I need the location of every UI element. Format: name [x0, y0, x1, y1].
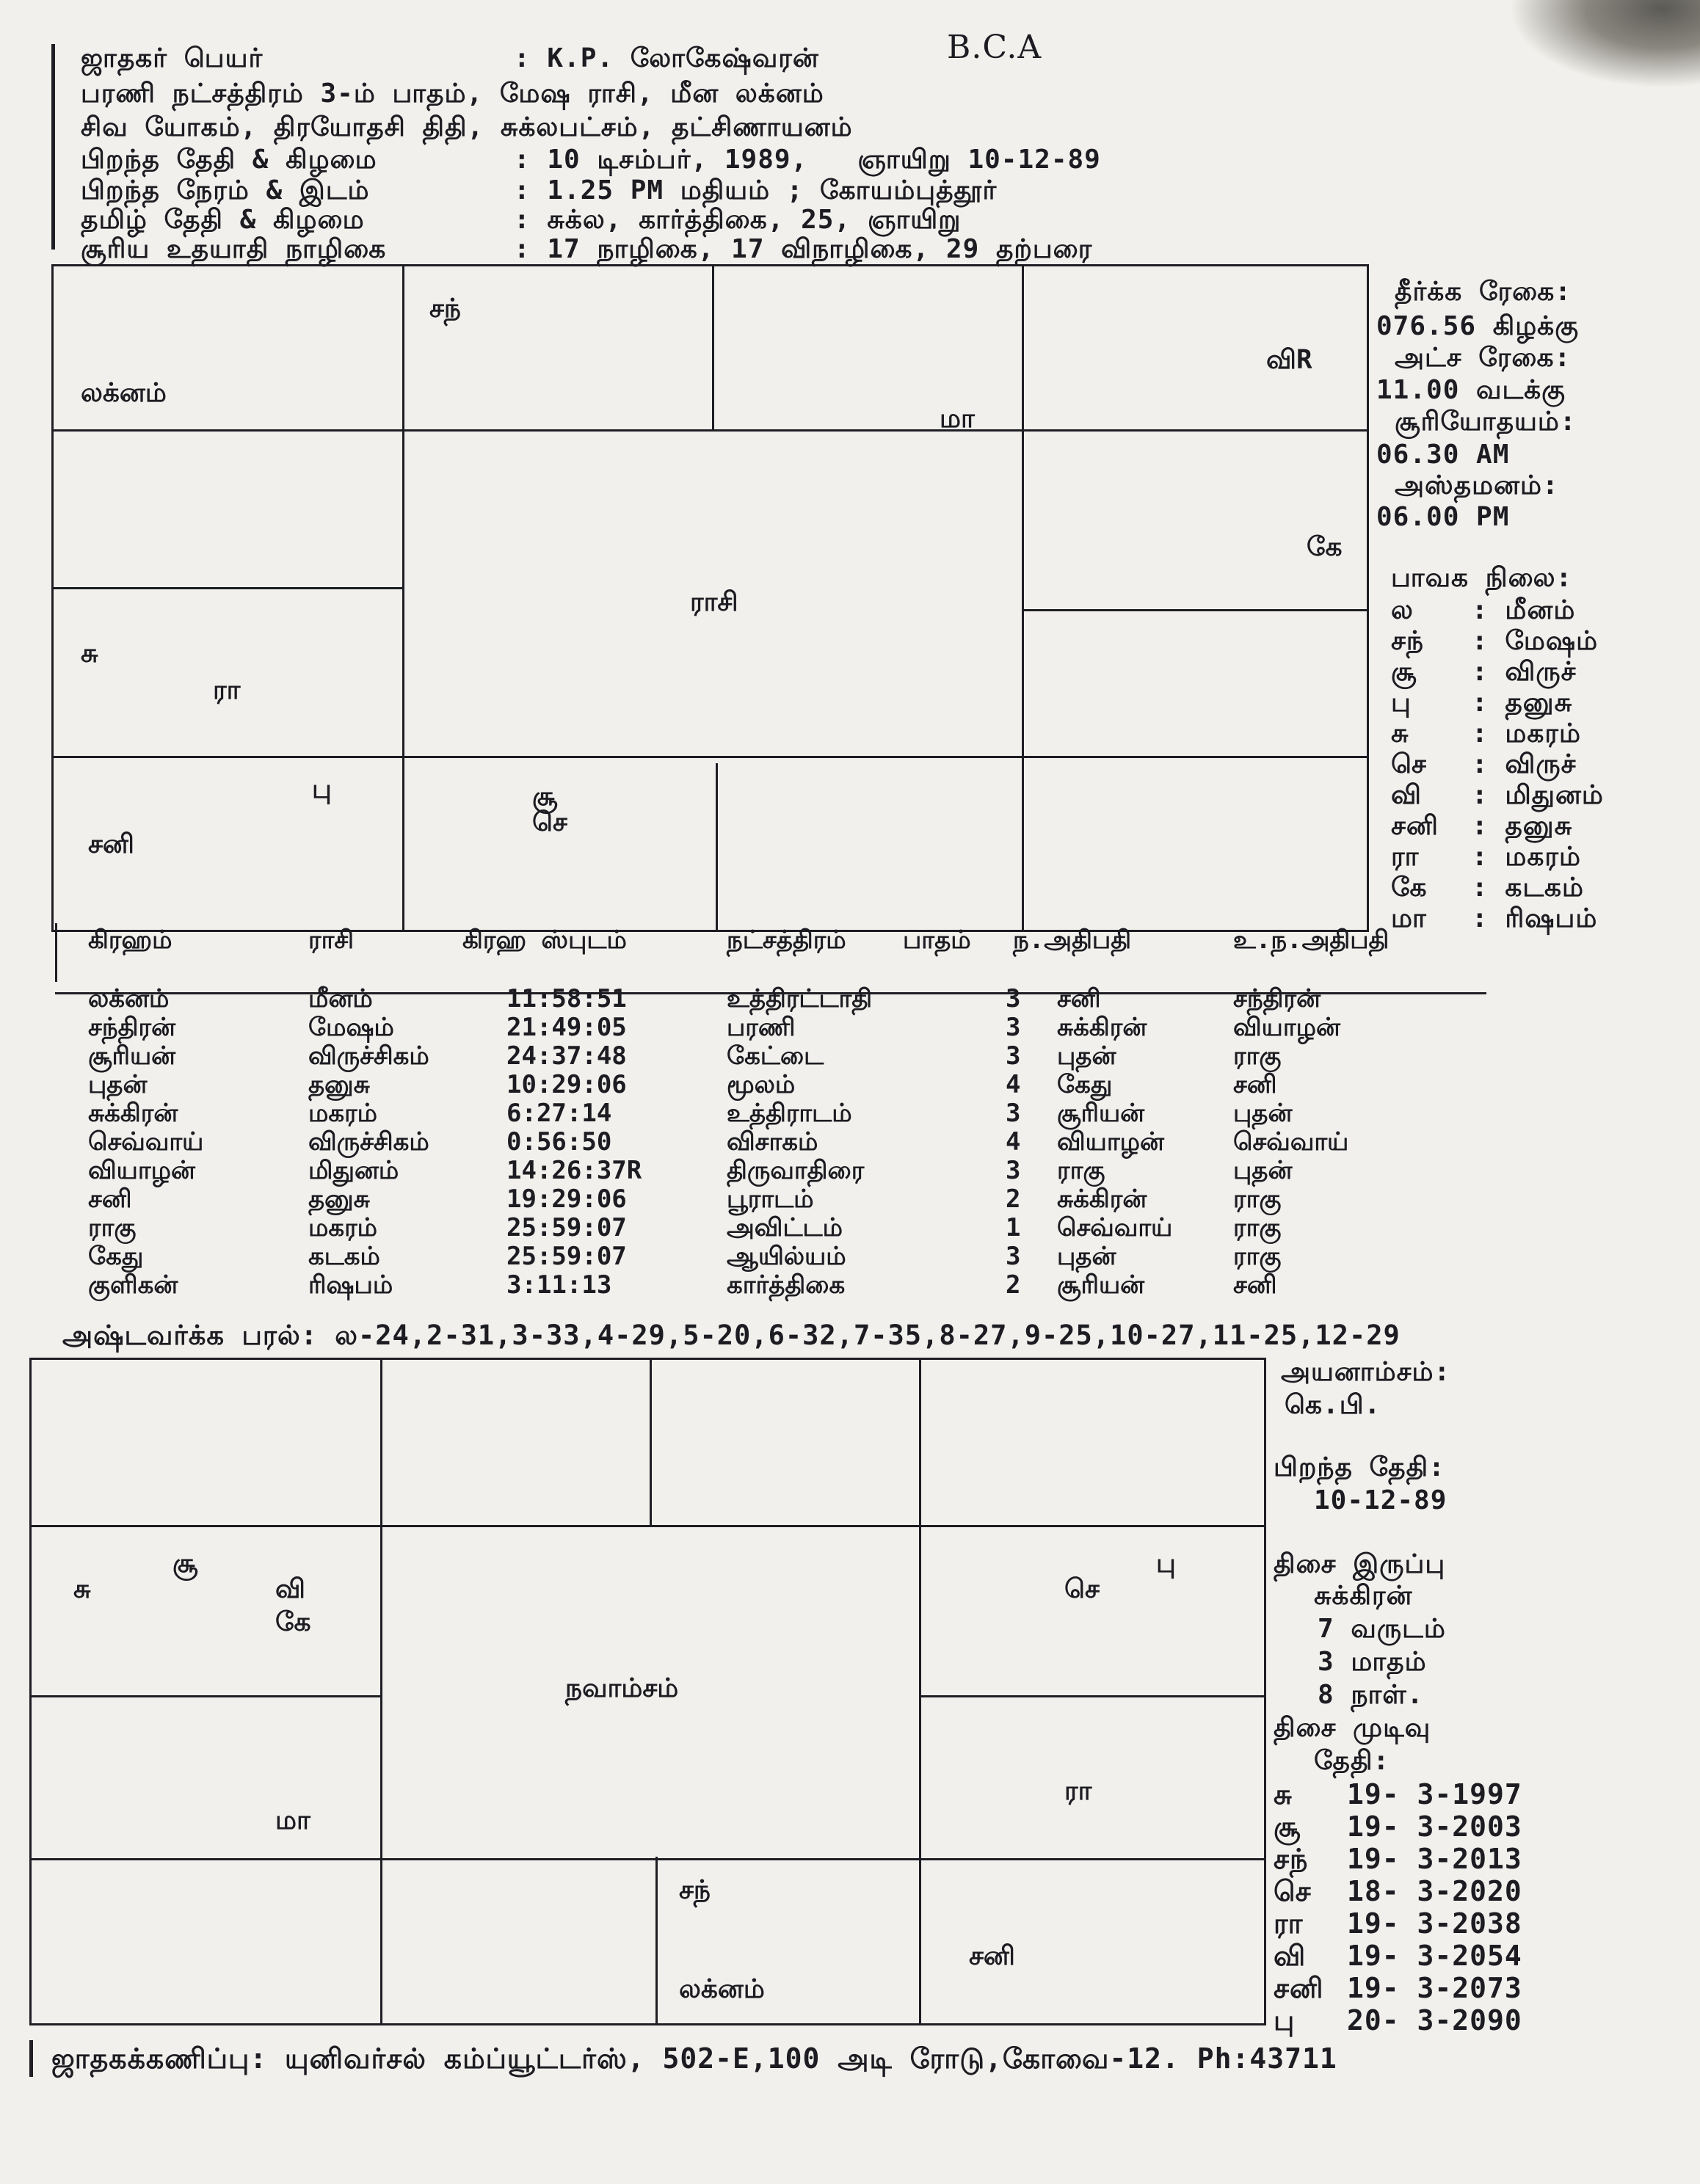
table-row: [88, 1099, 1483, 1128]
dasa-end-row: [1274, 1973, 1522, 2003]
bhava-planet: செ: [1391, 749, 1427, 779]
latitude-value: 11.00 வடக்கு: [1376, 375, 1566, 405]
sunrise-value: 06.30 AM: [1376, 440, 1510, 470]
table-cell: ரிஷபம்: [308, 1270, 393, 1300]
table-row: [88, 1242, 1483, 1271]
grid-line: [650, 1358, 652, 1526]
background-shadow: [1509, 0, 1700, 88]
yoga-line: சிவ யோகம், திரயோதசி திதி, சுக்லபட்சம், தட்சிணாயனம்: [81, 112, 853, 142]
table-cell: 3: [1006, 1242, 1021, 1271]
bhava-planet: சந்: [1391, 626, 1425, 656]
rasi-planet-label: சந்: [429, 294, 462, 324]
table-cell: வியாழன்: [1057, 1127, 1164, 1157]
grid-line: [919, 1358, 921, 2025]
dasa-balance-days: 8 நாள்.: [1318, 1680, 1424, 1710]
navamsa-planet-label: கே: [275, 1607, 311, 1637]
birth-date-label: பிறந்த தேதி & கிழமை: [81, 145, 377, 175]
birth-time-value: : 1.25 PM மதியம் ; கோயம்புத்தூர்: [514, 175, 998, 205]
rasi-center-label: ராசி: [690, 587, 738, 617]
table-row: [88, 1128, 1483, 1157]
table-cell: செவ்வாய்: [88, 1127, 204, 1157]
navamsa-planet-label: மா: [275, 1805, 310, 1835]
rasi-planet-label: சு: [81, 638, 98, 669]
table-cell: 0:56:50: [506, 1127, 612, 1157]
table-cell: 3:11:13: [506, 1270, 612, 1300]
margin-bar: [51, 44, 55, 250]
table-cell: 14:26:37R: [506, 1156, 642, 1185]
table-cell: மகரம்: [308, 1213, 378, 1242]
bhava-row: [1391, 627, 1598, 656]
bhava-planet: பு: [1391, 688, 1412, 718]
table-cell: கேது: [88, 1242, 144, 1271]
table-cell: சுக்கிரன்: [1057, 1184, 1147, 1214]
grid-line: [919, 1695, 1266, 1697]
grid-line: [655, 1857, 658, 2025]
table-cell: 3: [1006, 1013, 1021, 1042]
table-cell: 3: [1006, 1099, 1021, 1128]
table-cell: ராகு: [1233, 1041, 1282, 1071]
table-cell: கடகம்: [308, 1242, 380, 1271]
table-cell: சனி: [88, 1184, 132, 1214]
table-cell: பரணி: [727, 1013, 796, 1042]
table-cell: வியாழன்: [1233, 1013, 1340, 1042]
bhava-planet: சு: [1391, 718, 1409, 749]
table-cell: 1: [1006, 1213, 1021, 1242]
table-cell: லக்னம்: [88, 984, 170, 1013]
table-cell: சுக்கிரன்: [88, 1099, 178, 1128]
table-cell: ராகு: [1233, 1213, 1282, 1242]
table-cell: சூரியன்: [88, 1041, 176, 1071]
table-cell: செவ்வாய்: [1233, 1127, 1349, 1157]
dasa-balance-label: திசை இருப்பு: [1274, 1549, 1446, 1579]
grid-line: [1022, 264, 1024, 932]
rasi-planet-label: லக்னம்: [81, 378, 167, 408]
rasi-planet-label: பு: [312, 774, 332, 804]
table-cell: குளிகன்: [88, 1270, 178, 1300]
dasa-end-row: [1274, 1909, 1522, 1938]
sunset-label: அஸ்தமனம்:: [1395, 470, 1559, 500]
dasa-end-date: 19- 3-2013: [1347, 1843, 1522, 1875]
grid-line: [1022, 609, 1369, 611]
dasa-planet: சனி: [1274, 1972, 1324, 2004]
bhava-sign: : விருச்: [1472, 657, 1577, 687]
table-cell: புதன்: [1233, 1099, 1293, 1128]
table-cell: மிதுனம்: [308, 1156, 399, 1185]
table-cell: புதன்: [1057, 1041, 1116, 1071]
table-cell: சூரியன்: [1057, 1099, 1145, 1128]
col-header-star-lord: ந.அதிபதி: [1013, 925, 1132, 955]
handwritten-note: B.C.A: [947, 29, 1042, 66]
dasa-end-label: திசை முடிவு: [1274, 1713, 1431, 1743]
longitude-label: தீர்க்க ரேகை:: [1395, 277, 1572, 307]
ashtakavarga-line: அஷ்டவர்க்க பரல்: ல-24,2-31,3-33,4-29,5-20,6-32,7-35,8-27,9-25,10-27,11-25,12-29: [62, 1320, 1401, 1351]
bhava-row: [1391, 781, 1604, 810]
dasa-planet: செ: [1274, 1875, 1312, 1907]
col-header-graha: கிரஹம்: [88, 925, 172, 955]
bhava-planet: சூ: [1391, 657, 1417, 687]
navamsa-planet-label: லக்னம்: [679, 1974, 765, 2004]
navamsa-planet-label: செ: [1064, 1574, 1100, 1604]
bhava-sign: : தனுசு: [1472, 811, 1573, 841]
sunrise-label: சூரியோதயம்:: [1395, 407, 1577, 437]
col-header-rasi: ராசி: [308, 925, 354, 955]
table-cell: 24:37:48: [506, 1041, 627, 1071]
table-cell: 19:29:06: [506, 1184, 627, 1214]
bhava-sign: : தனுசு: [1472, 688, 1573, 718]
rasi-planet-label: சனி: [88, 829, 134, 859]
dasa-balance-years: 7 வருடம்: [1318, 1614, 1446, 1644]
grid-line: [29, 1695, 380, 1697]
table-cell: புதன்: [1233, 1156, 1293, 1185]
dasa-end-row: [1274, 1877, 1522, 1906]
table-cell: உத்திரட்டாதி: [727, 984, 873, 1013]
bhava-row: [1391, 596, 1575, 625]
latitude-label: அட்ச ரேகை:: [1395, 343, 1572, 373]
dasa-end-date: 19- 3-1997: [1347, 1778, 1522, 1810]
dob-label: பிறந்த தேதி:: [1274, 1452, 1445, 1482]
navamsa-planet-label: பு: [1156, 1548, 1176, 1579]
table-cell: ஆயில்யம்: [727, 1242, 846, 1271]
grid-line: [51, 587, 402, 589]
table-cell: மூலம்: [727, 1070, 796, 1099]
tamil-date-value: : சுக்ல, கார்த்திகை, 25, ஞாயிறு: [514, 205, 962, 235]
table-cell: 11:58:51: [506, 984, 627, 1013]
table-cell: கேட்டை: [727, 1041, 824, 1071]
table-cell: 2: [1006, 1184, 1021, 1214]
table-cell: சுக்கிரன்: [1057, 1013, 1147, 1042]
rasi-planet-label: செ: [532, 807, 567, 837]
dasa-balance-planet: சுக்கிரன்: [1314, 1581, 1413, 1611]
dasa-end-row: [1274, 1844, 1522, 1874]
table-cell: கார்த்திகை: [727, 1270, 846, 1300]
birth-time-label: பிறந்த நேரம் & இடம்: [81, 175, 370, 205]
name-value: : K.P. லோகேஷ்வரன்: [514, 43, 819, 73]
table-cell: ராகு: [1233, 1184, 1282, 1214]
bhava-sign: : மிதுனம்: [1472, 780, 1604, 810]
bhava-sign: : விருச்: [1472, 749, 1577, 779]
table-cell: புதன்: [1057, 1242, 1116, 1271]
sunset-value: 06.00 PM: [1376, 502, 1510, 532]
table-cell: சனி: [1233, 1270, 1277, 1300]
longitude-value: 076.56 கிழக்கு: [1376, 311, 1579, 341]
footer-credit: ஜாதகக்கணிப்பு: யுனிவர்சல் கம்ப்யூட்டர்ஸ், 502-E,100 அடி ரோடு,கோவை-12. Ph:43711: [51, 2042, 1337, 2075]
rasi-planet-label: கே: [1307, 532, 1343, 562]
bhava-sign: : மீனம்: [1472, 595, 1576, 625]
table-cell: 6:27:14: [506, 1099, 612, 1128]
dasa-planet: சு: [1274, 1778, 1293, 1810]
navamsa-planet-label: சூ: [172, 1548, 198, 1579]
ayanamsa-value: கெ.பி.: [1285, 1390, 1381, 1420]
bhava-row: [1391, 812, 1572, 841]
sunrise-nazhigai-value: : 17 நாழிகை, 17 விநாழிகை, 29 தற்பரை: [514, 234, 1093, 264]
bhava-planet: ரா: [1391, 842, 1420, 872]
grid-line: [51, 756, 1369, 758]
table-cell: கேது: [1057, 1070, 1113, 1099]
birth-date-value: : 10 டிசம்பர், 1989, ஞாயிறு 10-12-89: [514, 145, 1101, 175]
bhava-row: [1391, 688, 1572, 718]
table-cell: 3: [1006, 984, 1021, 1013]
table-row: [88, 1013, 1483, 1042]
table-cell: 25:59:07: [506, 1213, 627, 1242]
grid-line: [712, 264, 714, 433]
bhava-planet: மா: [1391, 903, 1427, 933]
bhava-row: [1391, 873, 1584, 903]
navamsa-planet-label: சந்: [679, 1875, 711, 1905]
bhava-planet: சனி: [1391, 811, 1439, 841]
table-cell: 21:49:05: [506, 1013, 627, 1042]
dasa-end-date: 19- 3-2038: [1347, 1907, 1522, 1940]
bhava-planet: கே: [1391, 873, 1428, 903]
table-cell: 4: [1006, 1127, 1021, 1157]
bhava-planet: வி: [1391, 780, 1422, 810]
navamsa-planet-label: வி: [275, 1574, 305, 1604]
navamsa-planet-label: சனி: [969, 1941, 1015, 1971]
navamsa-planet-label: ரா: [1064, 1776, 1092, 1806]
dob-value: 10-12-89: [1314, 1485, 1447, 1515]
dasa-planet: சந்: [1274, 1843, 1309, 1875]
table-cell: சனி: [1233, 1070, 1277, 1099]
dasa-end-date: 19- 3-2003: [1347, 1810, 1522, 1843]
table-cell: சூரியன்: [1057, 1270, 1145, 1300]
navamsa-planet-label: சு: [73, 1574, 91, 1604]
dasa-planet: வி: [1274, 1940, 1307, 1972]
rasi-planet-label: சூ: [532, 782, 558, 812]
table-row: [88, 1185, 1483, 1214]
col-header-star: நட்சத்திரம்: [727, 925, 846, 955]
dasa-planet: சூ: [1274, 1810, 1301, 1843]
dasa-end-date: 18- 3-2020: [1347, 1875, 1522, 1907]
table-cell: திருவாதிரை: [727, 1156, 865, 1185]
table-cell: 25:59:07: [506, 1242, 627, 1271]
bhava-sign: : மகரம்: [1472, 842, 1581, 872]
ayanamsa-label: அயனாம்சம்:: [1281, 1357, 1451, 1387]
table-cell: தனுசு: [308, 1184, 370, 1214]
table-row: [88, 1214, 1483, 1242]
table-cell: மீனம்: [308, 984, 373, 1013]
bhava-sign: : கடகம்: [1472, 873, 1585, 903]
table-cell: உத்திராடம்: [727, 1099, 852, 1128]
dasa-end-row: [1274, 1780, 1522, 1809]
table-cell: விசாகம்: [727, 1127, 818, 1157]
navamsa-center-label: நவாம்சம்: [565, 1673, 679, 1703]
table-cell: விருச்சிகம்: [308, 1041, 429, 1071]
table-row: [88, 1071, 1483, 1099]
name-label: ஜாதகர் பெயர்: [81, 43, 264, 73]
table-cell: ராகு: [1233, 1242, 1282, 1271]
rasi-planet-label: ரா: [213, 675, 241, 705]
bhava-sign: : மேஷம்: [1472, 626, 1599, 656]
table-cell: சந்திரன்: [1233, 984, 1321, 1013]
grid-line: [29, 1858, 1266, 1860]
dasa-planet: பு: [1274, 2004, 1296, 2036]
dasa-planet: ரா: [1274, 1907, 1304, 1940]
rasi-planet-label: விR: [1266, 345, 1312, 375]
star-line: பரணி நட்சத்திரம் 3-ம் பாதம், மேஷ ராசி, மீன லக்னம்: [81, 79, 824, 109]
table-cell: மகரம்: [308, 1099, 378, 1128]
table-row: [88, 1042, 1483, 1071]
table-row: [88, 1157, 1483, 1185]
table-row: [88, 1271, 1483, 1300]
table-cell: மேஷம்: [308, 1013, 394, 1042]
bhava-row: [1391, 750, 1577, 779]
rasi-planet-label: மா: [940, 404, 975, 434]
dasa-end-date: 20- 3-2090: [1347, 2004, 1522, 2036]
dasa-balance-months: 3 மாதம்: [1318, 1647, 1427, 1677]
table-cell: 3: [1006, 1041, 1021, 1071]
bhava-row: [1391, 842, 1581, 872]
table-cell: 3: [1006, 1156, 1021, 1185]
table-cell: செவ்வாய்: [1057, 1213, 1173, 1242]
planet-table: [88, 985, 1483, 1300]
table-row: [88, 985, 1483, 1013]
dasa-end-sublabel: தேதி:: [1314, 1746, 1390, 1776]
bhava-row: [1391, 719, 1581, 749]
grid-line: [716, 763, 718, 932]
dasa-end-date: 19- 3-2073: [1347, 1972, 1522, 2004]
table-cell: 2: [1006, 1270, 1021, 1300]
bhava-sign: : மகரம்: [1472, 718, 1581, 749]
table-cell: அவிட்டம்: [727, 1213, 843, 1242]
bhava-planet: ல: [1391, 595, 1414, 625]
margin-bar: [29, 2040, 33, 2077]
tamil-date-label: தமிழ் தேதி & கிழமை: [81, 205, 365, 235]
col-header-pada: பாதம்: [903, 925, 971, 955]
table-cell: விருச்சிகம்: [308, 1127, 429, 1157]
col-header-sub-lord: உ.ந.அதிபதி: [1233, 925, 1390, 955]
col-header-sphuta: கிரஹ ஸ்புடம்: [462, 925, 627, 955]
table-cell: சனி: [1057, 984, 1101, 1013]
sunrise-nazhigai-label: சூரிய உதயாதி நாழிகை: [81, 234, 387, 264]
table-cell: 4: [1006, 1070, 1021, 1099]
table-cell: 10:29:06: [506, 1070, 627, 1099]
table-cell: ராகு: [88, 1213, 137, 1242]
dasa-end-row: [1274, 1812, 1522, 1841]
planet-table-header: [88, 926, 1483, 955]
table-cell: ராகு: [1057, 1156, 1105, 1185]
table-cell: புதன்: [88, 1070, 148, 1099]
grid-line: [55, 923, 57, 982]
bhava-sign: : ரிஷபம்: [1472, 903, 1598, 933]
dasa-end-date: 19- 3-2054: [1347, 1940, 1522, 1972]
bhava-row: [1391, 658, 1577, 687]
table-cell: சந்திரன்: [88, 1013, 176, 1042]
table-cell: பூராடம்: [727, 1184, 814, 1214]
table-cell: தனுசு: [308, 1070, 370, 1099]
dasa-end-row: [1274, 1941, 1522, 1970]
dasa-end-row: [1274, 2006, 1522, 2035]
bhava-label: பாவக நிலை:: [1391, 563, 1573, 593]
table-cell: வியாழன்: [88, 1156, 195, 1185]
